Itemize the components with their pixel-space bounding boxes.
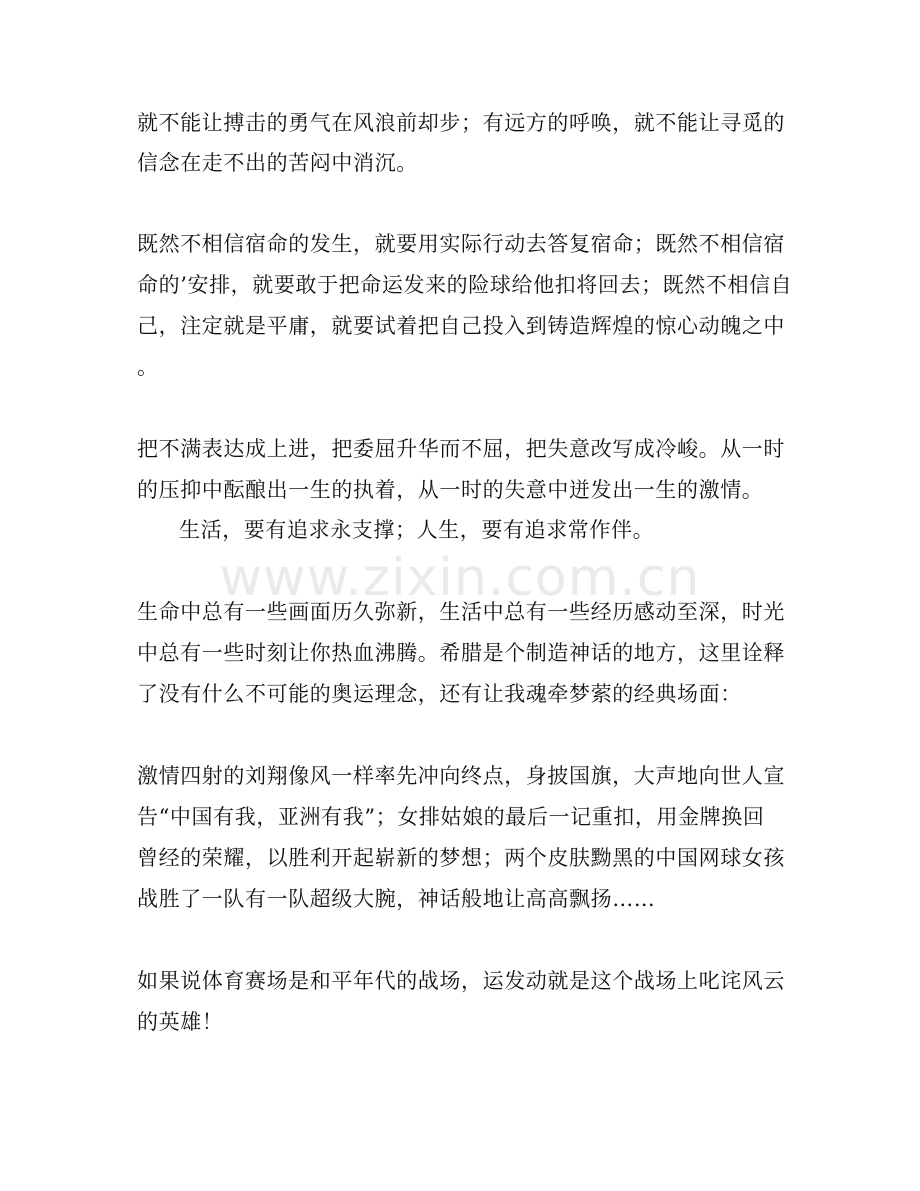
paragraph-2-line-2: 命的’安排，就要敢于把命运发来的险球给他扣将回去；既然不相信自 [137, 273, 793, 297]
paragraph-5-line-4: 战胜了一队有一队超级大腕，神话般地让高高飘扬…… [137, 887, 656, 911]
paragraph-3-line-1: 把不满表达成上进，把委屈升华而不屈，把失意改写成冷峻。从一时 [137, 437, 785, 461]
paragraph-4-line-2: 中总有一些时刻让你热血沸腾。希腊是个制造神话的地方，这里诠释 [137, 641, 785, 665]
paragraph-3-line-2: 的压抑中酝酿出一生的执着，从一时的失意中迸发出一生的激情。 [137, 478, 764, 502]
paragraph-4-line-3: 了没有什么不可能的奥运理念，还有让我魂牵梦萦的经典场面： [137, 682, 742, 706]
paragraph-2-line-3: 己，注定就是平庸，就要试着把自己投入到铸造辉煌的惊心动魄之中 [137, 314, 785, 338]
paragraph-1-line-2: 信念在走不出的苦闷中消沉。 [137, 151, 418, 175]
paragraph-2-line-1: 既然不相信宿命的发生，就要用实际行动去答复宿命；既然不相信宿 [137, 232, 785, 256]
paragraph-4-line-1: 生命中总有一些画面历久弥新，生活中总有一些经历感动至深，时光 [137, 600, 785, 624]
watermark: www.zixin.com.cn [219, 548, 701, 608]
paragraph-2-line-4: 。 [137, 355, 159, 379]
paragraph-1-line-1: 就不能让搏击的勇气在风浪前却步；有远方的呼唤，就不能让寻觅的 [137, 111, 785, 135]
paragraph-5-line-3: 曾经的荣耀，以胜利开起崭新的梦想；两个皮肤黝黑的中国网球女孩 [137, 846, 785, 870]
paragraph-3-line-3: 生活，要有追求永支撑；人生，要有追求常作伴。 [179, 518, 655, 542]
paragraph-5-line-2: 告“中国有我，亚洲有我”；女排姑娘的最后一记重扣，用金牌换回 [137, 805, 765, 829]
paragraph-6-line-2: 的英雄！ [137, 1010, 224, 1034]
paragraph-5-line-1: 激情四射的刘翔像风一样率先冲向终点，身披国旗，大声地向世人宣 [137, 764, 785, 788]
paragraph-6-line-1: 如果说体育赛场是和平年代的战场，运发动就是这个战场上叱诧风云 [137, 969, 785, 993]
